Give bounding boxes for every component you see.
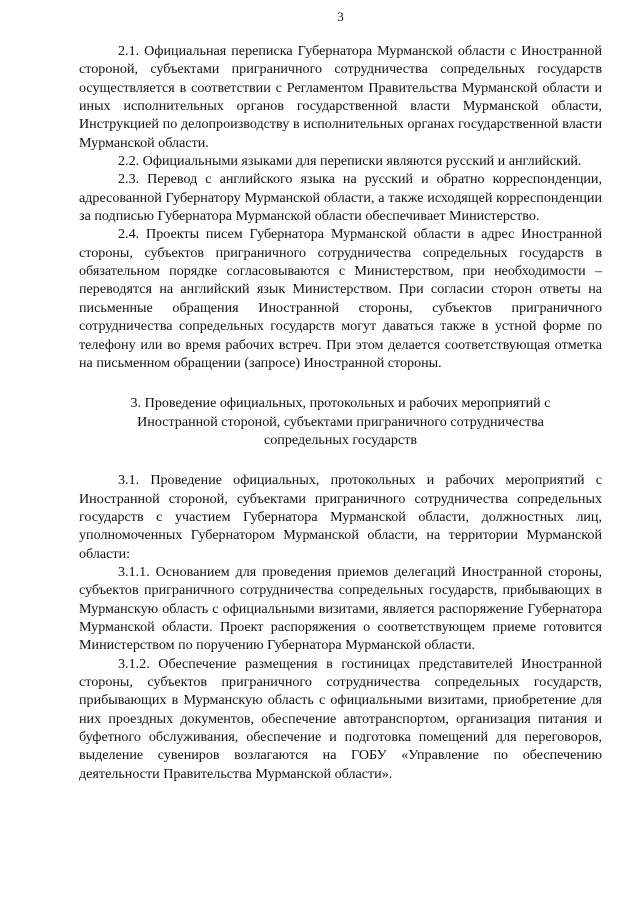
section-heading-line: 3. Проведение официальных, протокольных и рабочих мероприятий с (130, 395, 551, 412)
paragraph-2-4: 2.4. Проекты писем Губернатора Мурманской области в адрес Иностранной стороны, субъектов приграничного сотрудничества сопредельных государств в обязательном порядке согласовываются с Министерством, при необходимости – переводятся на английский язык Министерством. При согласии сторон ответы на письменные обращения Иностранной стороны, субъектов приграничного сотрудничества сопредельных государств могут даваться также в устной форме по телефону или во время рабочих встреч. При этом делается соответствующая отметка на письменном обращении (запросе) Иностранной стороны. (79, 226, 602, 371)
paragraph-2-2: 2.2. Официальными языками для переписки являются русский и английский. (118, 153, 582, 170)
paragraph-3-1: 3.1. Проведение официальных, протокольных и рабочих мероприятий с Иностранной стороной, субъектами приграничного сотрудничества сопредельных государств с участием Губернатора Мурманской области, должностных лиц, уполномоченных Губернатором Мурманской области, на территории Мурманской области: (79, 472, 602, 562)
paragraph-2-3: 2.3. Перевод с английского языка на русский и обратно корреспонденции, адресованной Губернатору Мурманской области, а также исходящей корреспонденции за подписью Губернатора Мурманской области обеспечивает Министерство. (79, 171, 602, 225)
section-3-heading (93, 394, 588, 449)
paragraph-2-1: 2.1. Официальная переписка Губернатора Мурманской области с Иностранной стороной, субъектами приграничного сотрудничества сопредельных государств осуществляется в соответствии с Регламентом Правительства Мурманской области и иных исполнительных органов государственной власти Мурманской области, Инструкцией по делопроизводству в исполнительных органах государственной власти Мурманской области. (79, 43, 602, 151)
page-number: 3 (337, 9, 344, 24)
paragraph-3-1-1: 3.1.1. Основанием для проведения приемов делегаций Иностранной стороны, субъектов приграничного сотрудничества сопредельных государств, прибывающих в Мурманскую область с официальными визитами, является распоряжение Губернатора Мурманской области. Проект распоряжения о соответствующем приеме готовится Министерством по поручению Губернатора Мурманской области. (79, 563, 602, 654)
section-heading-line: сопредельных государств (263, 431, 418, 448)
paragraph-3-1-2: 3.1.2. Обеспечение размещения в гостиницах представителей Иностранной стороны, субъектов приграничного сотрудничества сопредельных государств, прибывающих в Мурманскую область с официальными визитами, приобретение для них проездных документов, обеспечение автотранспортом, организация питания и буфетного обслуживания, обеспечение и подготовка помещений для переговоров, выделение сувениров возлагаются на ГОБУ «Управление по обеспечению деятельности Правительства Мурманской области». (79, 655, 602, 782)
section-heading-line: Иностранной стороной, субъектами приграничного сотрудничества (137, 413, 544, 430)
